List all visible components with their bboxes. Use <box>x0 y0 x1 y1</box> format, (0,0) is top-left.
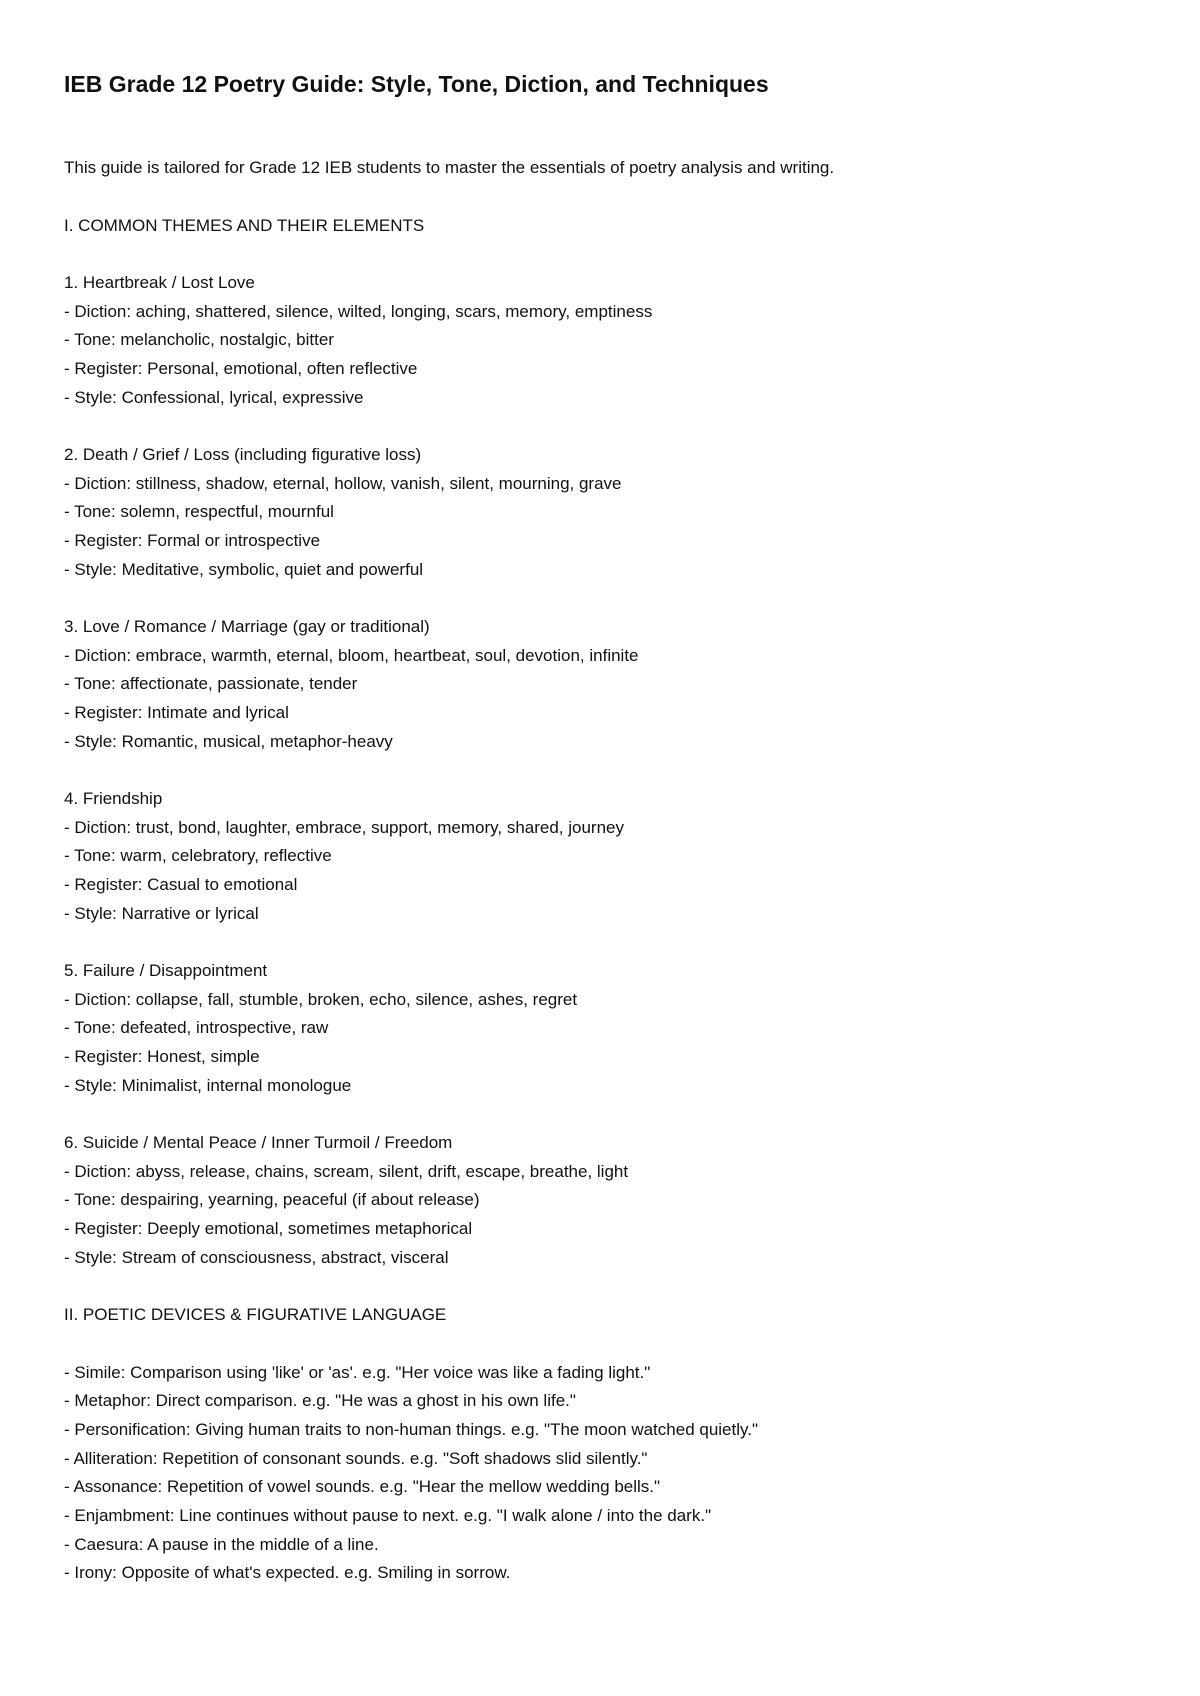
theme-diction: - Diction: stillness, shadow, eternal, hollow, vanish, silent, mourning, grave <box>64 474 622 493</box>
theme-style: - Style: Narrative or lyrical <box>64 904 259 923</box>
theme-register: - Register: Formal or introspective <box>64 531 321 550</box>
device-item: - Simile: Comparison using 'like' or 'as'. e.g. "Her voice was like a fading light." <box>64 1363 651 1382</box>
theme-heading: 1. Heartbreak / Lost Love <box>64 273 255 292</box>
theme-heading: 3. Love / Romance / Marriage (gay or traditional) <box>64 617 430 636</box>
theme-register: - Register: Personal, emotional, often reflective <box>64 359 418 378</box>
theme-diction: - Diction: trust, bond, laughter, embrace, support, memory, shared, journey <box>64 818 625 837</box>
theme-style: - Style: Meditative, symbolic, quiet and powerful <box>64 560 424 579</box>
theme-diction: - Diction: abyss, release, chains, scream, silent, drift, escape, breathe, light <box>64 1162 629 1181</box>
theme-tone: - Tone: affectionate, passionate, tender <box>64 674 358 693</box>
theme-tone: - Tone: despairing, yearning, peaceful (if about release) <box>64 1190 480 1209</box>
theme-style: - Style: Stream of consciousness, abstract, visceral <box>64 1248 449 1267</box>
theme-heading: 6. Suicide / Mental Peace / Inner Turmoil / Freedom <box>64 1133 453 1152</box>
theme-tone: - Tone: warm, celebratory, reflective <box>64 846 332 865</box>
section-heading-themes: I. COMMON THEMES AND THEIR ELEMENTS <box>64 216 425 235</box>
theme-register: - Register: Honest, simple <box>64 1047 260 1066</box>
intro-paragraph: This guide is tailored for Grade 12 IEB students to master the essentials of poetry analysis and writing. <box>64 158 835 177</box>
theme-diction: - Diction: collapse, fall, stumble, broken, echo, silence, ashes, regret <box>64 990 578 1009</box>
theme-register: - Register: Casual to emotional <box>64 875 298 894</box>
theme-register: - Register: Intimate and lyrical <box>64 703 289 722</box>
theme-style: - Style: Romantic, musical, metaphor-heavy <box>64 732 393 751</box>
theme-tone: - Tone: defeated, introspective, raw <box>64 1018 329 1037</box>
theme-style: - Style: Minimalist, internal monologue <box>64 1076 352 1095</box>
theme-register: - Register: Deeply emotional, sometimes metaphorical <box>64 1219 473 1238</box>
theme-tone: - Tone: solemn, respectful, mournful <box>64 502 334 521</box>
device-item: - Assonance: Repetition of vowel sounds. e.g. "Hear the mellow wedding bells." <box>64 1477 661 1496</box>
device-item: - Metaphor: Direct comparison. e.g. "He was a ghost in his own life." <box>64 1391 576 1410</box>
theme-heading: 5. Failure / Disappointment <box>64 961 268 980</box>
theme-diction: - Diction: embrace, warmth, eternal, bloom, heartbeat, soul, devotion, infinite <box>64 646 639 665</box>
device-item: - Caesura: A pause in the middle of a line. <box>64 1535 379 1554</box>
device-item: - Enjambment: Line continues without pause to next. e.g. "I walk alone / into the dark." <box>64 1506 712 1525</box>
theme-heading: 2. Death / Grief / Loss (including figurative loss) <box>64 445 422 464</box>
theme-style: - Style: Confessional, lyrical, expressive <box>64 388 364 407</box>
device-item: - Personification: Giving human traits to non-human things. e.g. "The moon watched quietly." <box>64 1420 759 1439</box>
theme-diction: - Diction: aching, shattered, silence, wilted, longing, scars, memory, emptiness <box>64 302 653 321</box>
document-title: IEB Grade 12 Poetry Guide: Style, Tone, Diction, and Techniques <box>64 71 769 97</box>
device-item: - Alliteration: Repetition of consonant sounds. e.g. "Soft shadows slid silently." <box>64 1449 648 1468</box>
device-item: - Irony: Opposite of what's expected. e.g. Smiling in sorrow. <box>64 1563 511 1582</box>
theme-heading: 4. Friendship <box>64 789 163 808</box>
theme-tone: - Tone: melancholic, nostalgic, bitter <box>64 330 334 349</box>
section-heading-devices: II. POETIC DEVICES & FIGURATIVE LANGUAGE <box>64 1305 447 1324</box>
